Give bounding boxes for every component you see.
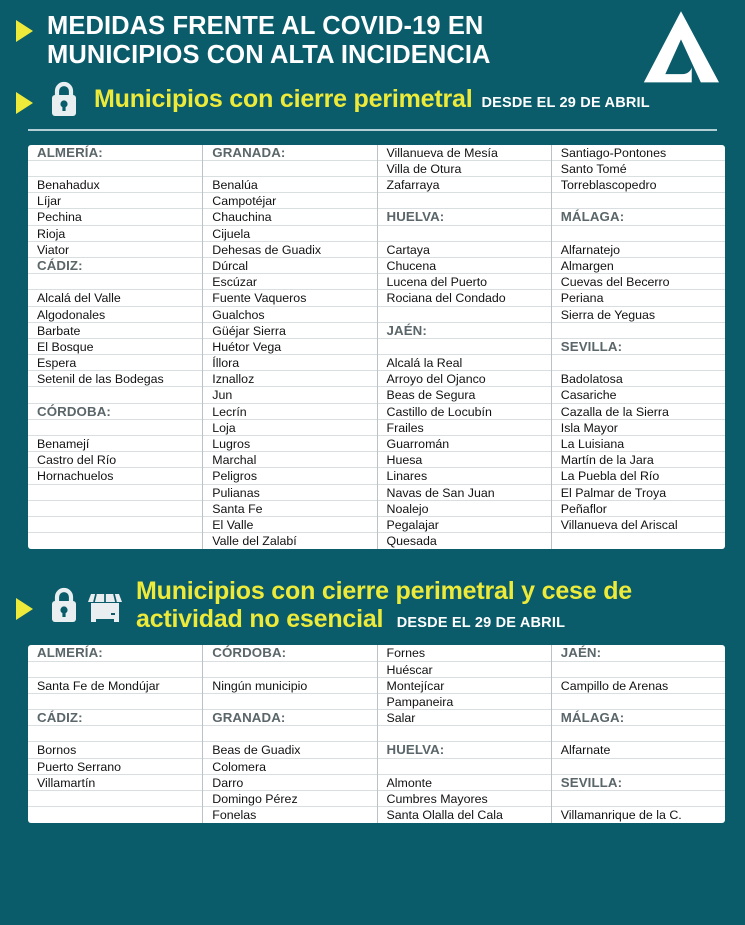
municipality-row: Villamartín (28, 775, 202, 791)
municipality-row: Lucena del Puerto (378, 274, 551, 290)
section-heading-text (136, 577, 632, 633)
municipality-row: Periana (552, 290, 725, 306)
municipality-row: Noalejo (378, 501, 551, 517)
province-header: MÁLAGA: (552, 710, 725, 726)
municipality-row: Castro del Río (28, 452, 202, 468)
table-column (551, 645, 725, 823)
municipality-row: Pulianas (203, 485, 376, 501)
municipality-row: Lecrín (203, 404, 376, 420)
table-grid (28, 145, 725, 550)
municipality-row: Loja (203, 420, 376, 436)
spacer-row (28, 791, 202, 807)
province-header: CÁDIZ: (28, 710, 202, 726)
municipality-row: Setenil de las Bodegas (28, 371, 202, 387)
spacer-row (28, 161, 202, 177)
municipality-row: Linares (378, 468, 551, 484)
triangle-bullet-icon (16, 598, 33, 620)
municipality-row: Santo Tomé (552, 161, 725, 177)
municipality-row: Huétor Vega (203, 339, 376, 355)
junta-de-andalucia-a-logo-icon (639, 8, 723, 84)
municipality-row: Badolatosa (552, 371, 725, 387)
spacer-row (28, 694, 202, 710)
municipality-row: Santa Fe de Mondújar (28, 678, 202, 694)
triangle-bullet-icon (16, 92, 33, 114)
municipality-row: Villamanrique de la C. (560, 808, 682, 823)
municipality-row: Santa Fe (203, 501, 376, 517)
section-spacer (0, 549, 745, 577)
table-column (551, 145, 725, 550)
province-header: JAÉN: (552, 645, 725, 661)
municipality-row: Salar (378, 710, 551, 726)
municipality-row: Lugros (203, 436, 376, 452)
municipality-row: Chauchina (203, 209, 376, 225)
table-column (28, 145, 202, 550)
municipality-row: Peligros (203, 468, 376, 484)
table-column (202, 145, 376, 550)
infographic-header (0, 0, 745, 70)
section-icons (47, 586, 123, 624)
municipality-row: Valle del Zalabí (212, 534, 297, 549)
spacer-row (28, 387, 202, 403)
section-heading-label-line2: actividad no esencial (136, 605, 384, 634)
municipality-row: Villa de Otura (378, 161, 551, 177)
province-header: CÓRDOBA: (28, 404, 202, 420)
municipality-row: Chucena (378, 258, 551, 274)
municipality-row: Cazalla de la Sierra (552, 404, 725, 420)
municipality-row: Almonte (378, 775, 551, 791)
municipality-row: Pampaneira (378, 694, 551, 710)
municipality-row: Torreblascopedro (552, 177, 725, 193)
municipality-row: Quesada (386, 534, 437, 549)
spacer-row (378, 226, 551, 242)
municipality-row: Campotéjar (203, 193, 376, 209)
province-header: ALMERÍA: (28, 645, 202, 661)
municipality-row: Frailes (378, 420, 551, 436)
municipality-row: Santiago-Pontones (552, 145, 725, 161)
spacer-row (378, 759, 551, 775)
municipality-row: Gualchos (203, 307, 376, 323)
spacer-row (28, 726, 202, 742)
spacer-row (28, 420, 202, 436)
lock-icon (47, 586, 81, 624)
spacer-row (552, 759, 725, 775)
spacer-row (28, 274, 202, 290)
spacer-row (378, 726, 551, 742)
spacer-row (552, 226, 725, 242)
spacer-row (28, 485, 202, 501)
municipality-row: Huéscar (378, 662, 551, 678)
section-since-label: DESDE EL 29 DE ABRIL (481, 94, 650, 111)
municipality-row: Villanueva del Ariscal (552, 517, 725, 533)
table-grid (28, 645, 725, 823)
province-header: GRANADA: (203, 145, 376, 161)
municipios-cierre-perimetral-table (28, 145, 725, 550)
spacer-row (203, 662, 376, 678)
municipality-row: Fonelas (212, 808, 257, 823)
province-header: SEVILLA: (552, 339, 725, 355)
municipality-row: Alfarnatejo (552, 242, 725, 258)
municipality-row: Espera (28, 355, 202, 371)
municipality-row: Pegalajar (378, 517, 551, 533)
spacer-row (552, 791, 725, 807)
section-heading-label: Municipios con cierre perimetral y cese de (136, 577, 632, 606)
spacer-row (552, 726, 725, 742)
section-heading-cierre-perimetral (0, 80, 745, 118)
municipality-row: Cijuela (203, 226, 376, 242)
spacer-row (28, 807, 202, 823)
municipios-cierre-y-cese-table (28, 645, 725, 823)
municipality-row: Navas de San Juan (378, 485, 551, 501)
municipality-row: Benalúa (203, 177, 376, 193)
municipality-row: Villanueva de Mesía (378, 145, 551, 161)
section-heading-label: Municipios con cierre perimetral (94, 84, 473, 113)
header-divider (28, 129, 717, 131)
municipality-row: Barbate (28, 323, 202, 339)
municipality-row: Almargen (552, 258, 725, 274)
spacer-row (552, 355, 725, 371)
spacer-row (28, 501, 202, 517)
municipality-row: Cuevas del Becerro (552, 274, 725, 290)
municipality-row: Pechina (28, 209, 202, 225)
province-header: ALMERÍA: (28, 145, 202, 161)
spacer-row (203, 694, 376, 710)
municipality-row: Montejícar (378, 678, 551, 694)
spacer-row (28, 662, 202, 678)
section-heading-cierre-y-cese (0, 577, 745, 633)
spacer-row (552, 662, 725, 678)
section-icons (47, 80, 81, 118)
municipality-row: La Luisiana (552, 436, 725, 452)
spacer-row (203, 726, 376, 742)
municipality-row: Iznalloz (203, 371, 376, 387)
province-header: HUELVA: (378, 742, 551, 758)
province-header: GRANADA: (203, 710, 376, 726)
municipality-row: Cumbres Mayores (378, 791, 551, 807)
municipality-row: Peñaflor (552, 501, 725, 517)
spacer-row (552, 533, 725, 549)
municipality-row: Guarromán (378, 436, 551, 452)
municipality-row: Darro (203, 775, 376, 791)
table-column (377, 145, 551, 550)
municipality-row: Bornos (28, 742, 202, 758)
municipality-row: Santa Olalla del Cala (386, 808, 503, 823)
municipality-row: Viator (28, 242, 202, 258)
municipality-row: Güéjar Sierra (203, 323, 376, 339)
municipality-row: Fornes (378, 645, 551, 661)
shop-icon (87, 586, 123, 624)
municipality-row: Puerto Serrano (28, 759, 202, 775)
spacer-row (552, 694, 725, 710)
municipality-row: Arroyo del Ojanco (378, 371, 551, 387)
municipality-row: Beas de Guadix (203, 742, 376, 758)
municipality-row: Castillo de Locubín (378, 404, 551, 420)
table-column (202, 645, 376, 823)
spacer-row (378, 307, 551, 323)
municipality-row: Dehesas de Guadix (203, 242, 376, 258)
municipality-row: Dúrcal (203, 258, 376, 274)
municipality-row: Sierra de Yeguas (552, 307, 725, 323)
municipality-row: Alcalá del Valle (28, 290, 202, 306)
municipality-row: Benahadux (28, 177, 202, 193)
municipality-row: Rioja (28, 226, 202, 242)
spacer-row (378, 339, 551, 355)
table-column (377, 645, 551, 823)
municipality-row: Ningún municipio (203, 678, 376, 694)
municipality-row: Domingo Pérez (203, 791, 376, 807)
municipality-row: Casariche (552, 387, 725, 403)
province-header: HUELVA: (378, 209, 551, 225)
municipality-row: Jun (203, 387, 376, 403)
section-heading-text (94, 85, 650, 113)
lock-icon (47, 80, 81, 118)
municipality-row: Beas de Segura (378, 387, 551, 403)
municipality-row: Zafarraya (378, 177, 551, 193)
spacer-row (552, 193, 725, 209)
province-header: MÁLAGA: (552, 209, 725, 225)
section-since-label: DESDE EL 29 DE ABRIL (396, 615, 566, 632)
table-column (28, 645, 202, 823)
municipality-row: El Palmar de Troya (552, 485, 725, 501)
municipality-row: Alcalá la Real (378, 355, 551, 371)
province-header: SEVILLA: (552, 775, 725, 791)
spacer-row (203, 161, 376, 177)
municipality-row: Campillo de Arenas (552, 678, 725, 694)
municipality-row: El Bosque (28, 339, 202, 355)
triangle-bullet-icon (16, 20, 33, 42)
page-title: MEDIDAS FRENTE AL COVID-19 EN MUNICIPIOS CON ALTA INCIDENCIA (47, 12, 491, 69)
municipality-row: Rociana del Condado (378, 290, 551, 306)
municipality-row: Cartaya (378, 242, 551, 258)
title-row (0, 12, 745, 70)
municipality-row: Marchal (203, 452, 376, 468)
municipality-row: El Valle (203, 517, 376, 533)
province-header: CÓRDOBA: (203, 645, 376, 661)
municipality-row: La Puebla del Río (552, 468, 725, 484)
spacer-row (378, 193, 551, 209)
municipality-row: Fuente Vaqueros (203, 290, 376, 306)
province-header: CÁDIZ: (28, 258, 202, 274)
spacer-row (28, 517, 202, 533)
municipality-row: Algodonales (28, 307, 202, 323)
municipality-row: Alfarnate (552, 742, 725, 758)
municipality-row: Isla Mayor (552, 420, 725, 436)
municipality-row: Martín de la Jara (552, 452, 725, 468)
municipality-row: Hornachuelos (28, 468, 202, 484)
municipality-row: Escúzar (203, 274, 376, 290)
municipality-row: Líjar (28, 193, 202, 209)
spacer-row (552, 323, 725, 339)
municipality-row: Benamejí (28, 436, 202, 452)
municipality-row: Íllora (203, 355, 376, 371)
municipality-row: Huesa (378, 452, 551, 468)
province-header: JAÉN: (378, 323, 551, 339)
spacer-row (28, 533, 202, 549)
municipality-row: Colomera (203, 759, 376, 775)
